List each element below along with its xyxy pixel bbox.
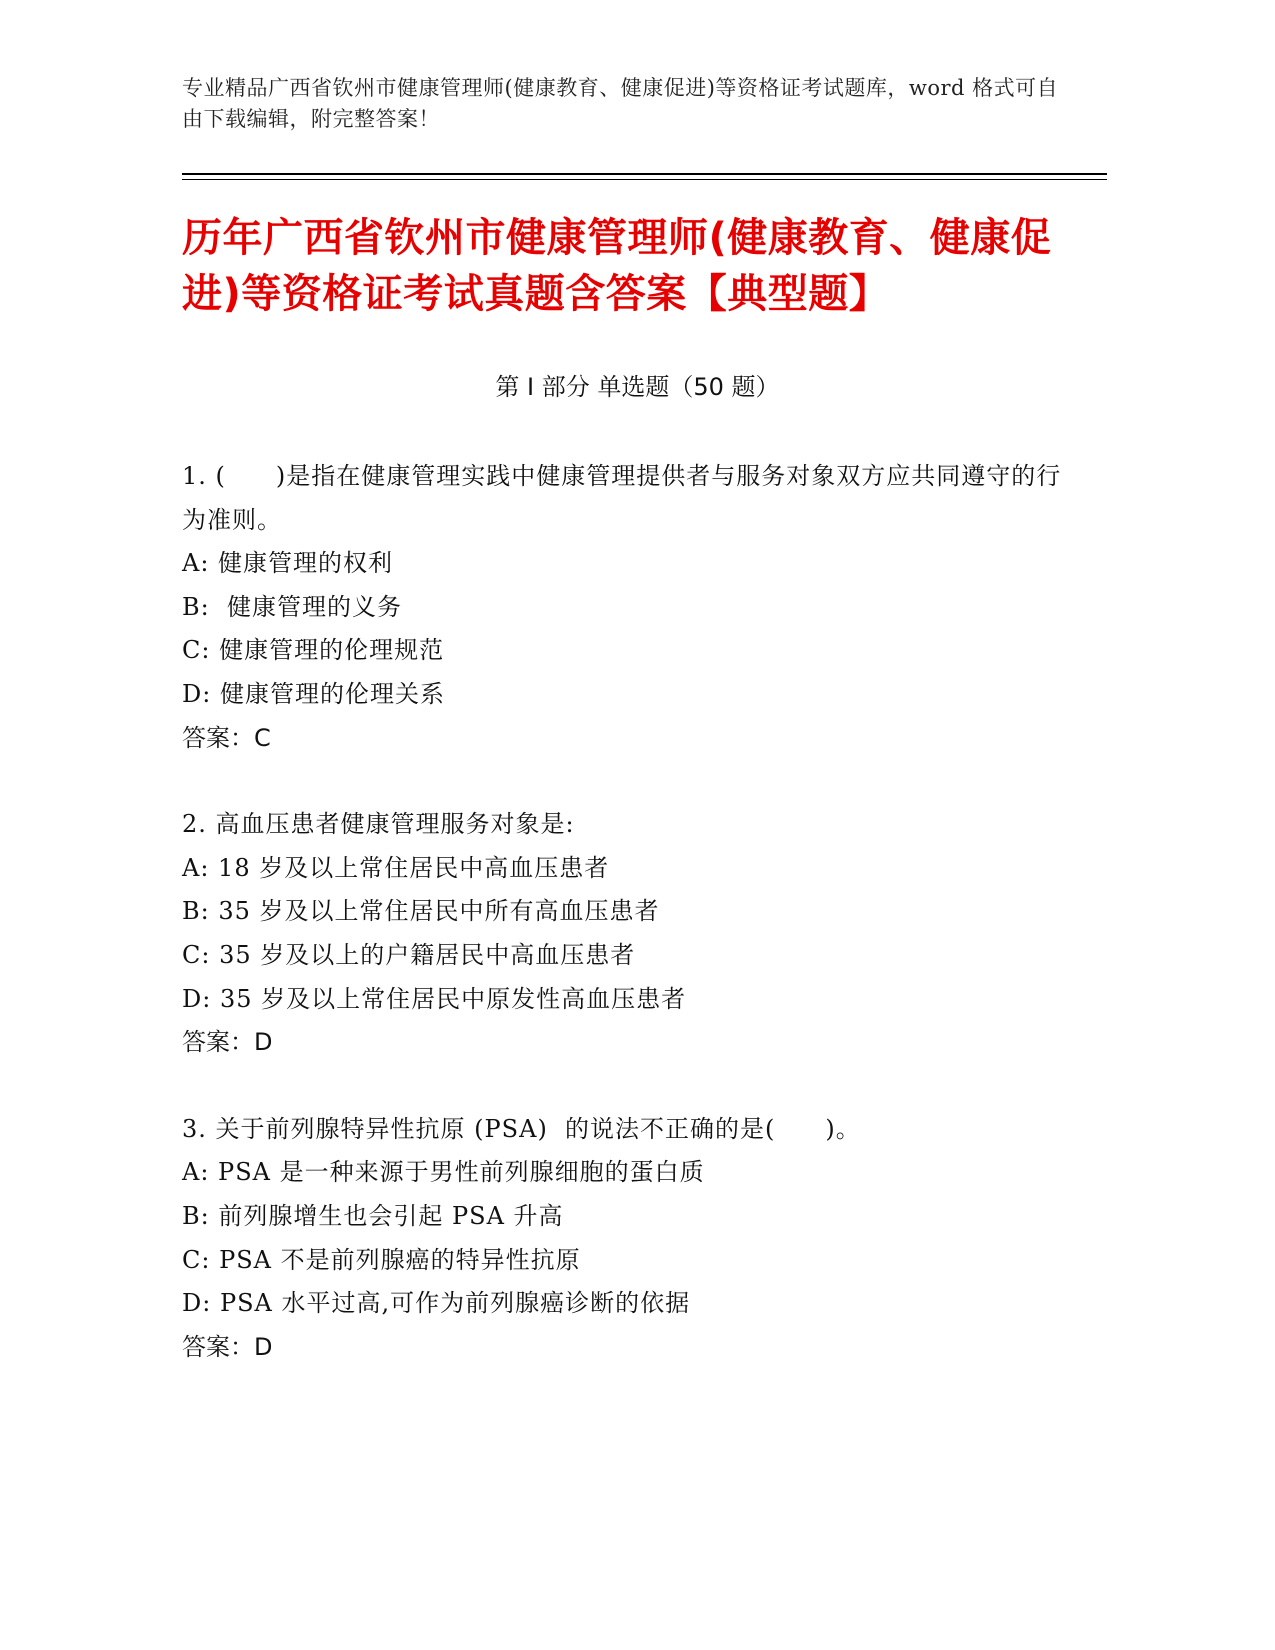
question-stem: 3. 关于前列腺特异性抗原 (PSA) 的说法不正确的是( )。 — [182, 1114, 861, 1143]
question-stem: 2. 高血压患者健康管理服务对象是: — [182, 810, 575, 839]
option-d: D: 健康管理的伦理关系 — [182, 679, 445, 708]
question-3 — [182, 1108, 1082, 1370]
document-title: 历年广西省钦州市健康管理师(健康教育、健康促进)等资格证考试真题含答案【典型题】 — [182, 215, 1052, 317]
option-a: A: 健康管理的权利 — [182, 549, 394, 578]
question-2 — [182, 803, 1082, 1065]
option-a: A: 18 岁及以上常住居民中高血压患者 — [182, 853, 610, 882]
option-d: D: PSA 水平过高,可作为前列腺癌诊断的依据 — [182, 1289, 691, 1318]
option-c: C: 35 岁及以上的户籍居民中高血压患者 — [182, 940, 636, 969]
option-c: C: 健康管理的伦理规范 — [182, 636, 445, 665]
option-c: C: PSA 不是前列腺癌的特异性抗原 — [182, 1245, 581, 1274]
header-divider-thin — [182, 179, 1107, 180]
option-d: D: 35 岁及以上常住居民中原发性高血压患者 — [182, 984, 687, 1013]
header-divider-thick — [182, 173, 1107, 175]
answer: 答案：D — [182, 1028, 273, 1057]
answer: 答案：C — [182, 723, 271, 752]
section-heading: 第 I 部分 单选题（50 题） — [495, 373, 780, 401]
question-list — [182, 455, 1082, 1412]
option-a: A: PSA 是一种来源于男性前列腺细胞的蛋白质 — [182, 1158, 705, 1187]
option-b: B: 35 岁及以上常住居民中所有高血压患者 — [182, 897, 660, 926]
header-note: 专业精品广西省钦州市健康管理师(健康教育、健康促进)等资格证考试题库，word 格式可自由下载编辑，附完整答案！ — [182, 76, 1059, 131]
question-1 — [182, 455, 1082, 760]
option-b: B: 健康管理的义务 — [182, 592, 402, 621]
answer: 答案：D — [182, 1332, 273, 1361]
question-stem: 1. ( )是指在健康管理实践中健康管理提供者与服务对象双方应共同遵守的行为准则。 — [182, 462, 1062, 534]
option-b: B: 前列腺增生也会引起 PSA 升高 — [182, 1201, 564, 1230]
